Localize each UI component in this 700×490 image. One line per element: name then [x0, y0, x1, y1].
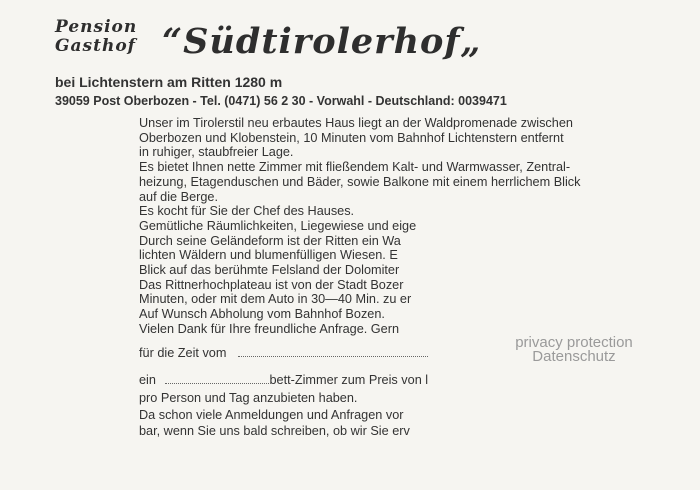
body-line: Auf Wunsch Abholung vom Bahnhof Bozen.: [139, 307, 385, 322]
privacy-line: Datenschutz: [532, 348, 616, 365]
form-zeit-label: für die Zeit vom: [139, 346, 227, 360]
form-ein-label: ein: [139, 373, 156, 387]
body-line: Unser im Tirolerstil neu erbautes Haus liegt an der Waldpromenade zwischen: [139, 116, 573, 130]
body-line: Es bietet Ihnen nette Zimmer mit fließendem Kalt- und Warmwasser, Zentral-: [139, 160, 571, 175]
body-line: lichten Wäldern und blumenfülligen Wiesen. E: [139, 248, 398, 263]
body-line: Durch seine Geländeform ist der Ritten ein Wa: [139, 233, 401, 248]
header-name: “Südtirolerhof„: [162, 21, 482, 62]
privacy-watermark: [500, 336, 648, 364]
header-location: bei Lichtenstern am Ritten 1280 m: [55, 74, 283, 90]
form-closing-line: bar, wenn Sie uns bald schreiben, ob wir Sie erv: [139, 424, 410, 438]
form-zimmer-row: [139, 373, 452, 387]
body-line: Gemütliche Räumlichkeiten, Liegewiese und eige: [139, 218, 417, 233]
body-line: auf die Berge.: [139, 189, 218, 204]
header-pension: Pension: [55, 17, 138, 37]
form-zimmer-label: bett-Zimmer zum Preis von l: [269, 373, 429, 387]
body-line: Es kocht für Sie der Chef des Hauses.: [139, 204, 355, 219]
body-line: Oberbozen und Klobenstein, 10 Minuten vom Bahnhof Lichtenstern entfernt: [139, 130, 564, 145]
form-closing-line: Da schon viele Anmeldungen und Anfragen vor: [139, 408, 404, 422]
body-line: in ruhiger, staubfreier Lage.: [139, 145, 294, 160]
body-line: Minuten, oder mit dem Auto in 30—40 Min. zu er: [139, 292, 412, 307]
body-line: Blick auf das berühmte Felsland der Dolomiter: [139, 263, 400, 278]
body-line: Das Rittnerhochplateau ist von der Stadt Bozer: [139, 277, 404, 292]
body-line: heizung, Etagenduschen und Bäder, sowie Balkone mit einem herrlichem Blick: [139, 174, 581, 189]
form-beds-field[interactable]: [165, 373, 269, 384]
body-line: Vielen Dank für Ihre freundliche Anfrage. Gern: [139, 321, 400, 336]
body-text: [139, 116, 659, 337]
header-address: 39059 Post Oberbozen - Tel. (0471) 56 2 30 - Vorwahl - Deutschland: 0039471: [55, 94, 507, 108]
privacy-line: privacy protection: [515, 334, 633, 351]
form-zeit-row: [139, 346, 428, 360]
header-gasthof: Gasthof: [55, 36, 136, 56]
form-person-line: pro Person und Tag anzubieten haben.: [139, 391, 358, 405]
form-date-field[interactable]: [238, 346, 428, 357]
header-small-lines: [55, 18, 137, 56]
